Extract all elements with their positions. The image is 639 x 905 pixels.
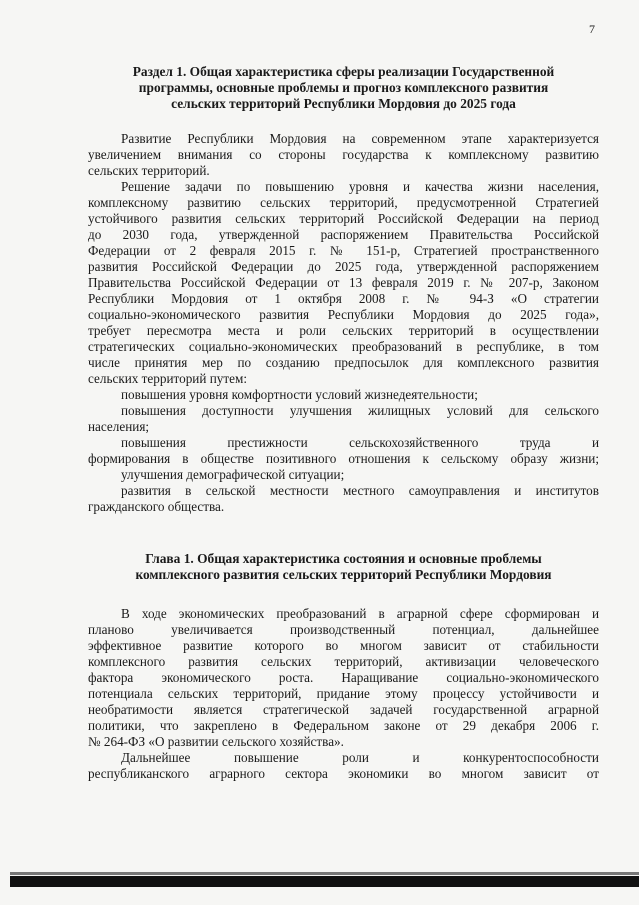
body-line: политики, что закреплено в Федеральном законе от 29 декабря 2006 г. <box>88 718 599 733</box>
body-line: до 2030 года, утвержденной распоряжением Правительства Российской <box>88 227 599 242</box>
body-line: устойчивого развития сельских территорий Российской Федерации на период <box>88 211 599 226</box>
body-line: развития в сельской местности местного самоуправления и институтов <box>121 483 599 498</box>
page-number: 7 <box>589 22 595 36</box>
body-line: населения; <box>88 419 150 434</box>
body-line: Развитие Республики Мордовия на современном этапе характеризуется <box>121 131 599 146</box>
body-line: сельских территорий. <box>88 163 210 178</box>
body-line: повышения доступности улучшения жилищных условий для сельского <box>121 403 599 418</box>
section-heading-line: программы, основные проблемы и прогноз комплексного развития <box>138 80 549 95</box>
body-line: Дальнейшее повышение роли и конкурентоспособности <box>121 750 599 765</box>
chapter-heading <box>88 551 599 583</box>
body-line: В ходе экономических преобразований в аграрной сфере сформирован и <box>121 606 599 621</box>
chapter-heading-line: комплексного развития сельских территорий Республики Мордовия <box>135 567 552 582</box>
body-line: комплексного развития сельских территорий, активизации человеческого <box>88 654 599 669</box>
body-line: улучшения демографической ситуации; <box>121 467 345 482</box>
section-heading-line: Раздел 1. Общая характеристика сферы реализации Государственной <box>132 64 555 79</box>
body-line: Федерации от 2 февраля 2015 г. № 151-р, Стратегией пространственного <box>88 243 599 258</box>
body-line: планово увеличивается производственный потенциал, дальнейшее <box>88 622 599 637</box>
body-line: № 264-ФЗ «О развитии сельского хозяйства». <box>88 734 344 749</box>
section-heading-line: сельских территорий Республики Мордовия до 2025 года <box>171 96 516 111</box>
body-line: гражданского общества. <box>88 499 225 514</box>
section-body <box>88 131 599 515</box>
body-line: республиканского аграрного сектора экономики во многом зависит от <box>88 766 599 781</box>
body-line: сельских территорий путем: <box>88 371 247 386</box>
body-line: необратимости является стратегической задачей государственной аграрной <box>88 702 599 717</box>
body-line: повышения уровня комфортности условий жизнедеятельности; <box>121 387 478 402</box>
body-line: эффективное развитие которого во многом зависит от стабильности <box>88 638 599 653</box>
body-line: стратегических социально-экономических преобразований в республике, в том <box>88 339 599 354</box>
body-line: Республики Мордовия от 1 октября 2008 г. № 94-З «О стратегии <box>88 291 599 306</box>
body-line: увеличением внимания со стороны государства к комплексному развитию <box>88 147 599 162</box>
body-line: фактора экономического роста. Наращивание социально-экономического <box>88 670 599 685</box>
body-line: потенциала сельских территорий, придание этому процессу устойчивости и <box>88 686 599 701</box>
body-line: Правительства Российской Федерации от 13 февраля 2019 г. № 207-р, Законом <box>88 275 599 290</box>
section-heading <box>88 64 599 112</box>
chapter-body <box>88 606 599 782</box>
body-line: повышения престижности сельскохозяйственного труда и <box>121 435 599 450</box>
body-line: требует пересмотра места и роли сельских территорий в осуществлении <box>88 323 599 338</box>
scan-edge-shadow <box>10 872 639 875</box>
body-line: числе принятия мер по созданию предпосылок для комплексного развития <box>88 355 599 370</box>
body-line: формирования в обществе позитивного отношения к сельскому образу жизни; <box>88 451 599 466</box>
chapter-heading-line: Глава 1. Общая характеристика состояния и основные проблемы <box>145 551 542 566</box>
body-line: комплексному развитию сельских территорий, предусмотренной Стратегией <box>88 195 599 210</box>
scan-edge-bar <box>10 876 639 887</box>
body-line: социально-экономического развития Республики Мордовия до 2025 года», <box>88 307 599 322</box>
body-line: Решение задачи по повышению уровня и качества жизни населения, <box>121 179 599 194</box>
body-line: развития Российской Федерации до 2025 года, утвержденной распоряжением <box>88 259 599 274</box>
